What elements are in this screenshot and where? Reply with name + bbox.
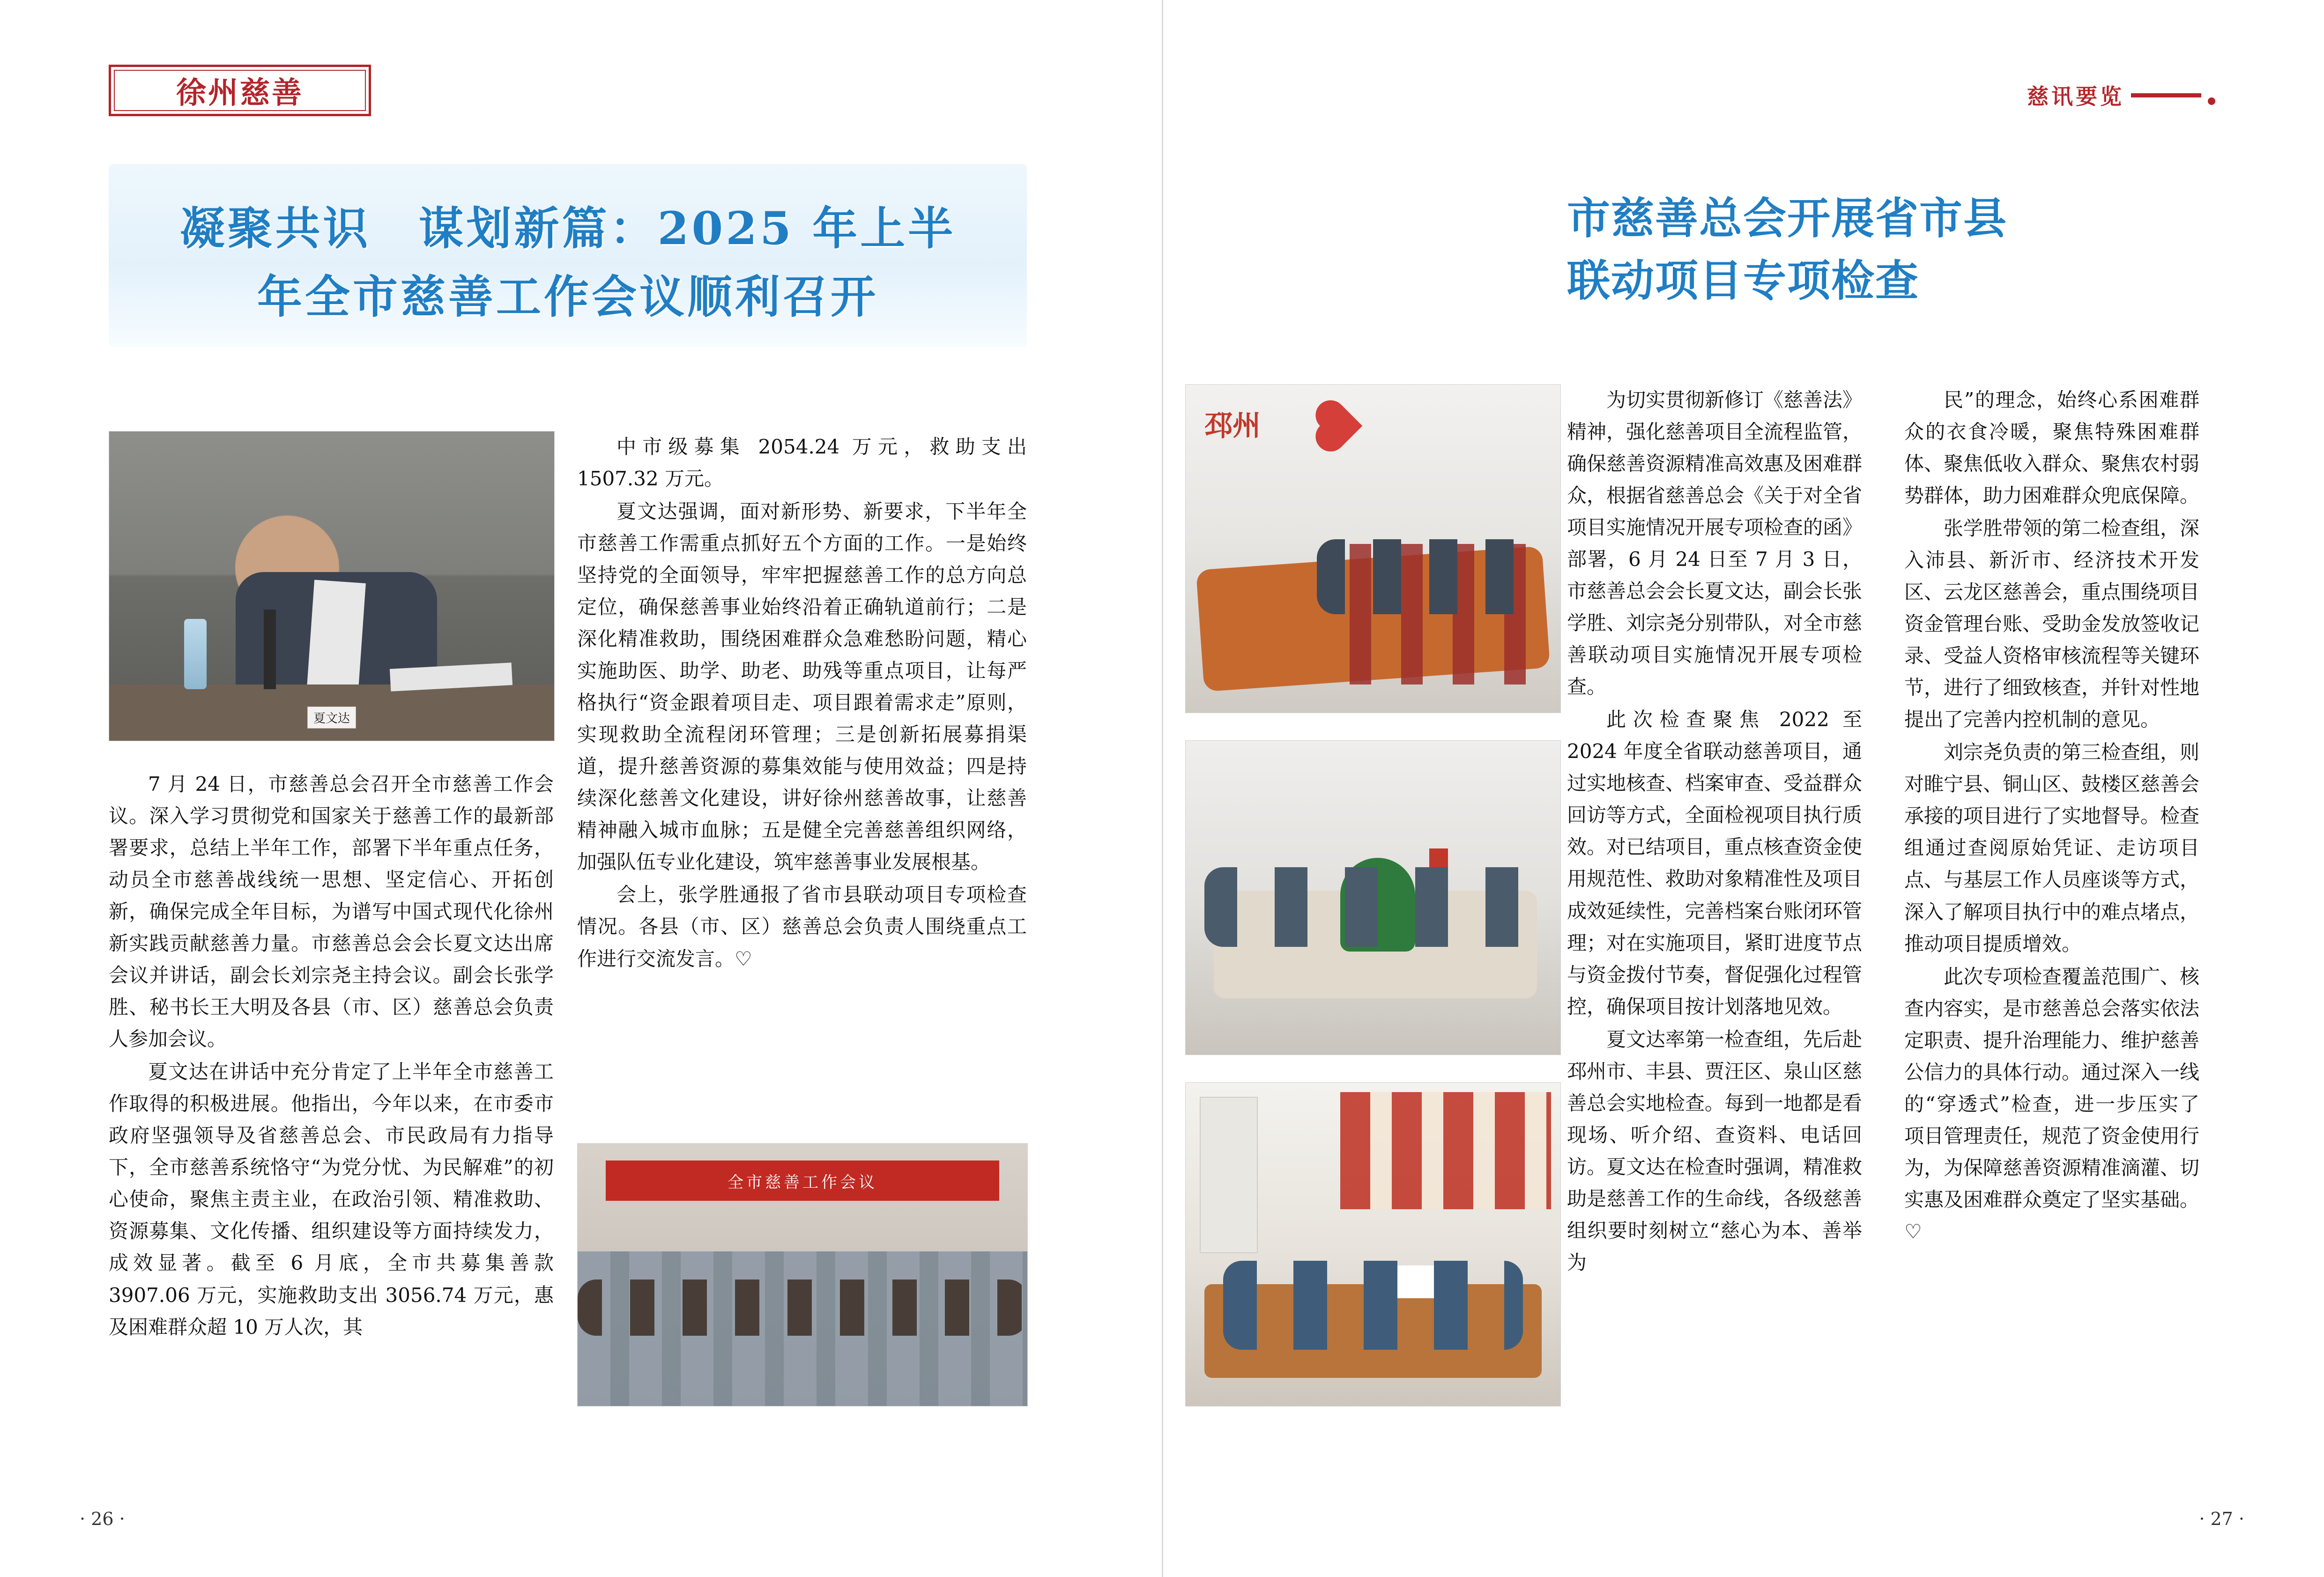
paragraph: 刘宗尧负责的第三检查组，则对睢宁县、铜山区、鼓楼区慈善会承接的项目进行了实地督导。检查组通过查阅原始凭证、走访项目点、与基层工作人员座谈等方式，深入了解项目执行中的难点堵点，推动项目提质增效。: [1904, 741, 2200, 955]
photo-banner-text: 全市慈善工作会议: [606, 1160, 999, 1201]
paragraph: 此次检查聚焦 2022 至 2024 年度全省联动慈善项目，通过实地核查、档案审查、受益群众回访等方式，全面检视项目执行质效。对已结项目，重点核查资金使用规范性、救助对象精准性及项目成效延续性，完善档案台账闭环管理；对在实施项目，紧盯进度节点与资金拨付节奏，督促强化过程管控，确保项目按计划落地见效。: [1567, 708, 1863, 1018]
right-article-title: [1567, 187, 2218, 312]
photo-participants: [1204, 867, 1542, 947]
paragraph: 夏文达率第一检查组，先后赴邳州市、丰县、贾汪区、泉山区慈善总会实地检查。每到一地都是看现场、听介绍、查资料、电话回访。夏文达在检查时强调，精准救助是慈善工作的生命线，各级慈善组织要时刻树立“慈心为本、善举为: [1567, 1027, 1863, 1274]
left-article-title-box: [109, 164, 1027, 347]
paragraph: 此次专项检查覆盖范围广、核查内容实，是市慈善总会落实依法定职责、提升治理能力、维护慈善公信力的具体行动。通过深入一线的“穿透式”检查，进一步压实了项目管理责任，规范了资金使用行为，为保障慈善资源精准滴灌、切实惠及困难群众奠定了坚实基础。♡: [1904, 965, 2200, 1243]
right-article-title-line2: 联动项目专项检查: [1567, 255, 1920, 306]
paragraph: 民”的理念，始终心系困难群众的衣食冷暖，聚焦特殊困难群体、聚焦低收入群众、聚焦农村弱势群体，助力困难群众兜底保障。: [1904, 388, 2200, 507]
masthead-title: 徐州慈善: [176, 75, 304, 111]
photo-attendees: [578, 1279, 1027, 1336]
page-number-right: · 27 ·: [2199, 1509, 2244, 1529]
photo-participants: [1223, 1261, 1523, 1350]
photo-figure-shirt: [307, 580, 366, 691]
paragraph: 会上，张学胜通报了省市县联动项目专项检查情况。各县（市、区）慈善总会负责人围绕重点工作进行交流发言。♡: [577, 883, 1027, 970]
left-column-1: [109, 768, 554, 1344]
page-gutter: [1162, 0, 1163, 1577]
header-dot-icon: [2208, 97, 2215, 105]
photo-conference-hall: [577, 1143, 1028, 1406]
left-column-2: [577, 431, 1027, 976]
right-column-2: [1904, 384, 2199, 1249]
paragraph: 中市级募集 2054.24 万元，救助支出 1507.32 万元。: [577, 435, 1027, 491]
photo-wall-boards: [1340, 1092, 1551, 1209]
photo-inspection-meeting-2: [1185, 740, 1561, 1055]
masthead-logo: [109, 65, 371, 116]
photo-nameplate-caption: 夏文达: [307, 707, 356, 729]
photo-wall-logo-text: 邳州: [1204, 409, 1261, 442]
photo-chairman-speaking: [109, 431, 555, 741]
right-article-title-line1: 市慈善总会开展省市县: [1567, 193, 2008, 244]
left-article-title-line2: 年全市慈善工作会议顺利召开: [257, 270, 878, 323]
paragraph: 为切实贯彻新修订《慈善法》精神，强化慈善项目全流程监管，确保慈善资源精准高效惠及困难群众，根据省慈善总会《关于对全省项目实施情况开展专项检查的函》部署，6 月 24 日至 7 月 3 日，市慈善总会会长夏文达，副会长张学胜、刘宗尧分别带队，对全市慈善联动项目实施情况开展专项检查。: [1567, 388, 1863, 699]
right-page-header: [2027, 80, 2215, 111]
header-rule: [2131, 93, 2201, 97]
photo-water-bottle: [184, 619, 207, 689]
right-column-1: [1567, 384, 1862, 1279]
photo-participants: [1317, 539, 1542, 614]
paragraph: 7 月 24 日，市慈善总会召开全市慈善工作会议。深入学习贯彻党和国家关于慈善工作的最新部署要求，总结上半年工作，部署下半年重点任务，动员全市慈善战线统一思想、坚定信心、开拓创新，确保完成全年目标，为谱写中国式现代化徐州新实践贡献慈善力量。市慈善总会会长夏文达出席会议并讲话，副会长刘宗尧主持会议。副会长张学胜、秘书长王大明及各县（市、区）慈善总会负责人参加会议。: [109, 773, 554, 1051]
photo-inspection-meeting-1: [1185, 384, 1561, 713]
paragraph: 夏文达强调，面对新形势、新要求，下半年全市慈善工作需重点抓好五个方面的工作。一是始终坚持党的全面领导，牢牢把握慈善工作的总方向总定位，确保慈善事业始终沿着正确轨道前行；二是深化精准救助，围绕困难群众急难愁盼问题，精心实施助医、助学、助老、助残等重点项目，让每严格执行“资金跟着项目走、项目跟着需求走”原则，实现救助全流程闭环管理；三是创新拓展募捐渠道，提升慈善资源的募集效能与使用效益；四是持续深化慈善文化建设，讲好徐州慈善故事，让慈善精神融入城市血脉；五是健全完善慈善组织网络，加强队伍专业化建设，筑牢慈善事业发展根基。: [577, 500, 1027, 874]
paragraph: 夏文达在讲话中充分肯定了上半年全市慈善工作取得的积极进展。他指出，今年以来，在市委市政府坚强领导及省慈善总会、市民政局有力指导下，全市慈善系统恪守“为党分忧、为民解难”的初心使命，聚焦主责主业，在政治引领、精准救助、资源募集、文化传播、组织建设等方面持续发力，成效显著。截至 6 月底，全市共募集善款 3907.06 万元，实施救助支出 3056.74 万元，惠及困难群众超 10 万人次，其: [109, 1060, 554, 1339]
page-number-left: · 26 ·: [80, 1509, 125, 1529]
photo-microphone: [264, 610, 276, 689]
masthead-inner-border: [114, 70, 366, 111]
left-article-title-line1: 凝聚共识 谋划新篇：2025 年上半: [179, 202, 956, 255]
photo-air-conditioner: [1200, 1097, 1258, 1253]
paragraph: 张学胜带领的第二检查组，深入沛县、新沂市、经济技术开发区、云龙区慈善会，重点围绕项目资金管理台账、受助金发放签收记录、受益人资格审核流程等关键环节，进行了细致核查，并针对性地提出了完善内控机制的意见。: [1904, 517, 2200, 731]
photo-inspection-office-3: [1185, 1082, 1561, 1406]
section-label: 慈讯要览: [2027, 84, 2124, 109]
